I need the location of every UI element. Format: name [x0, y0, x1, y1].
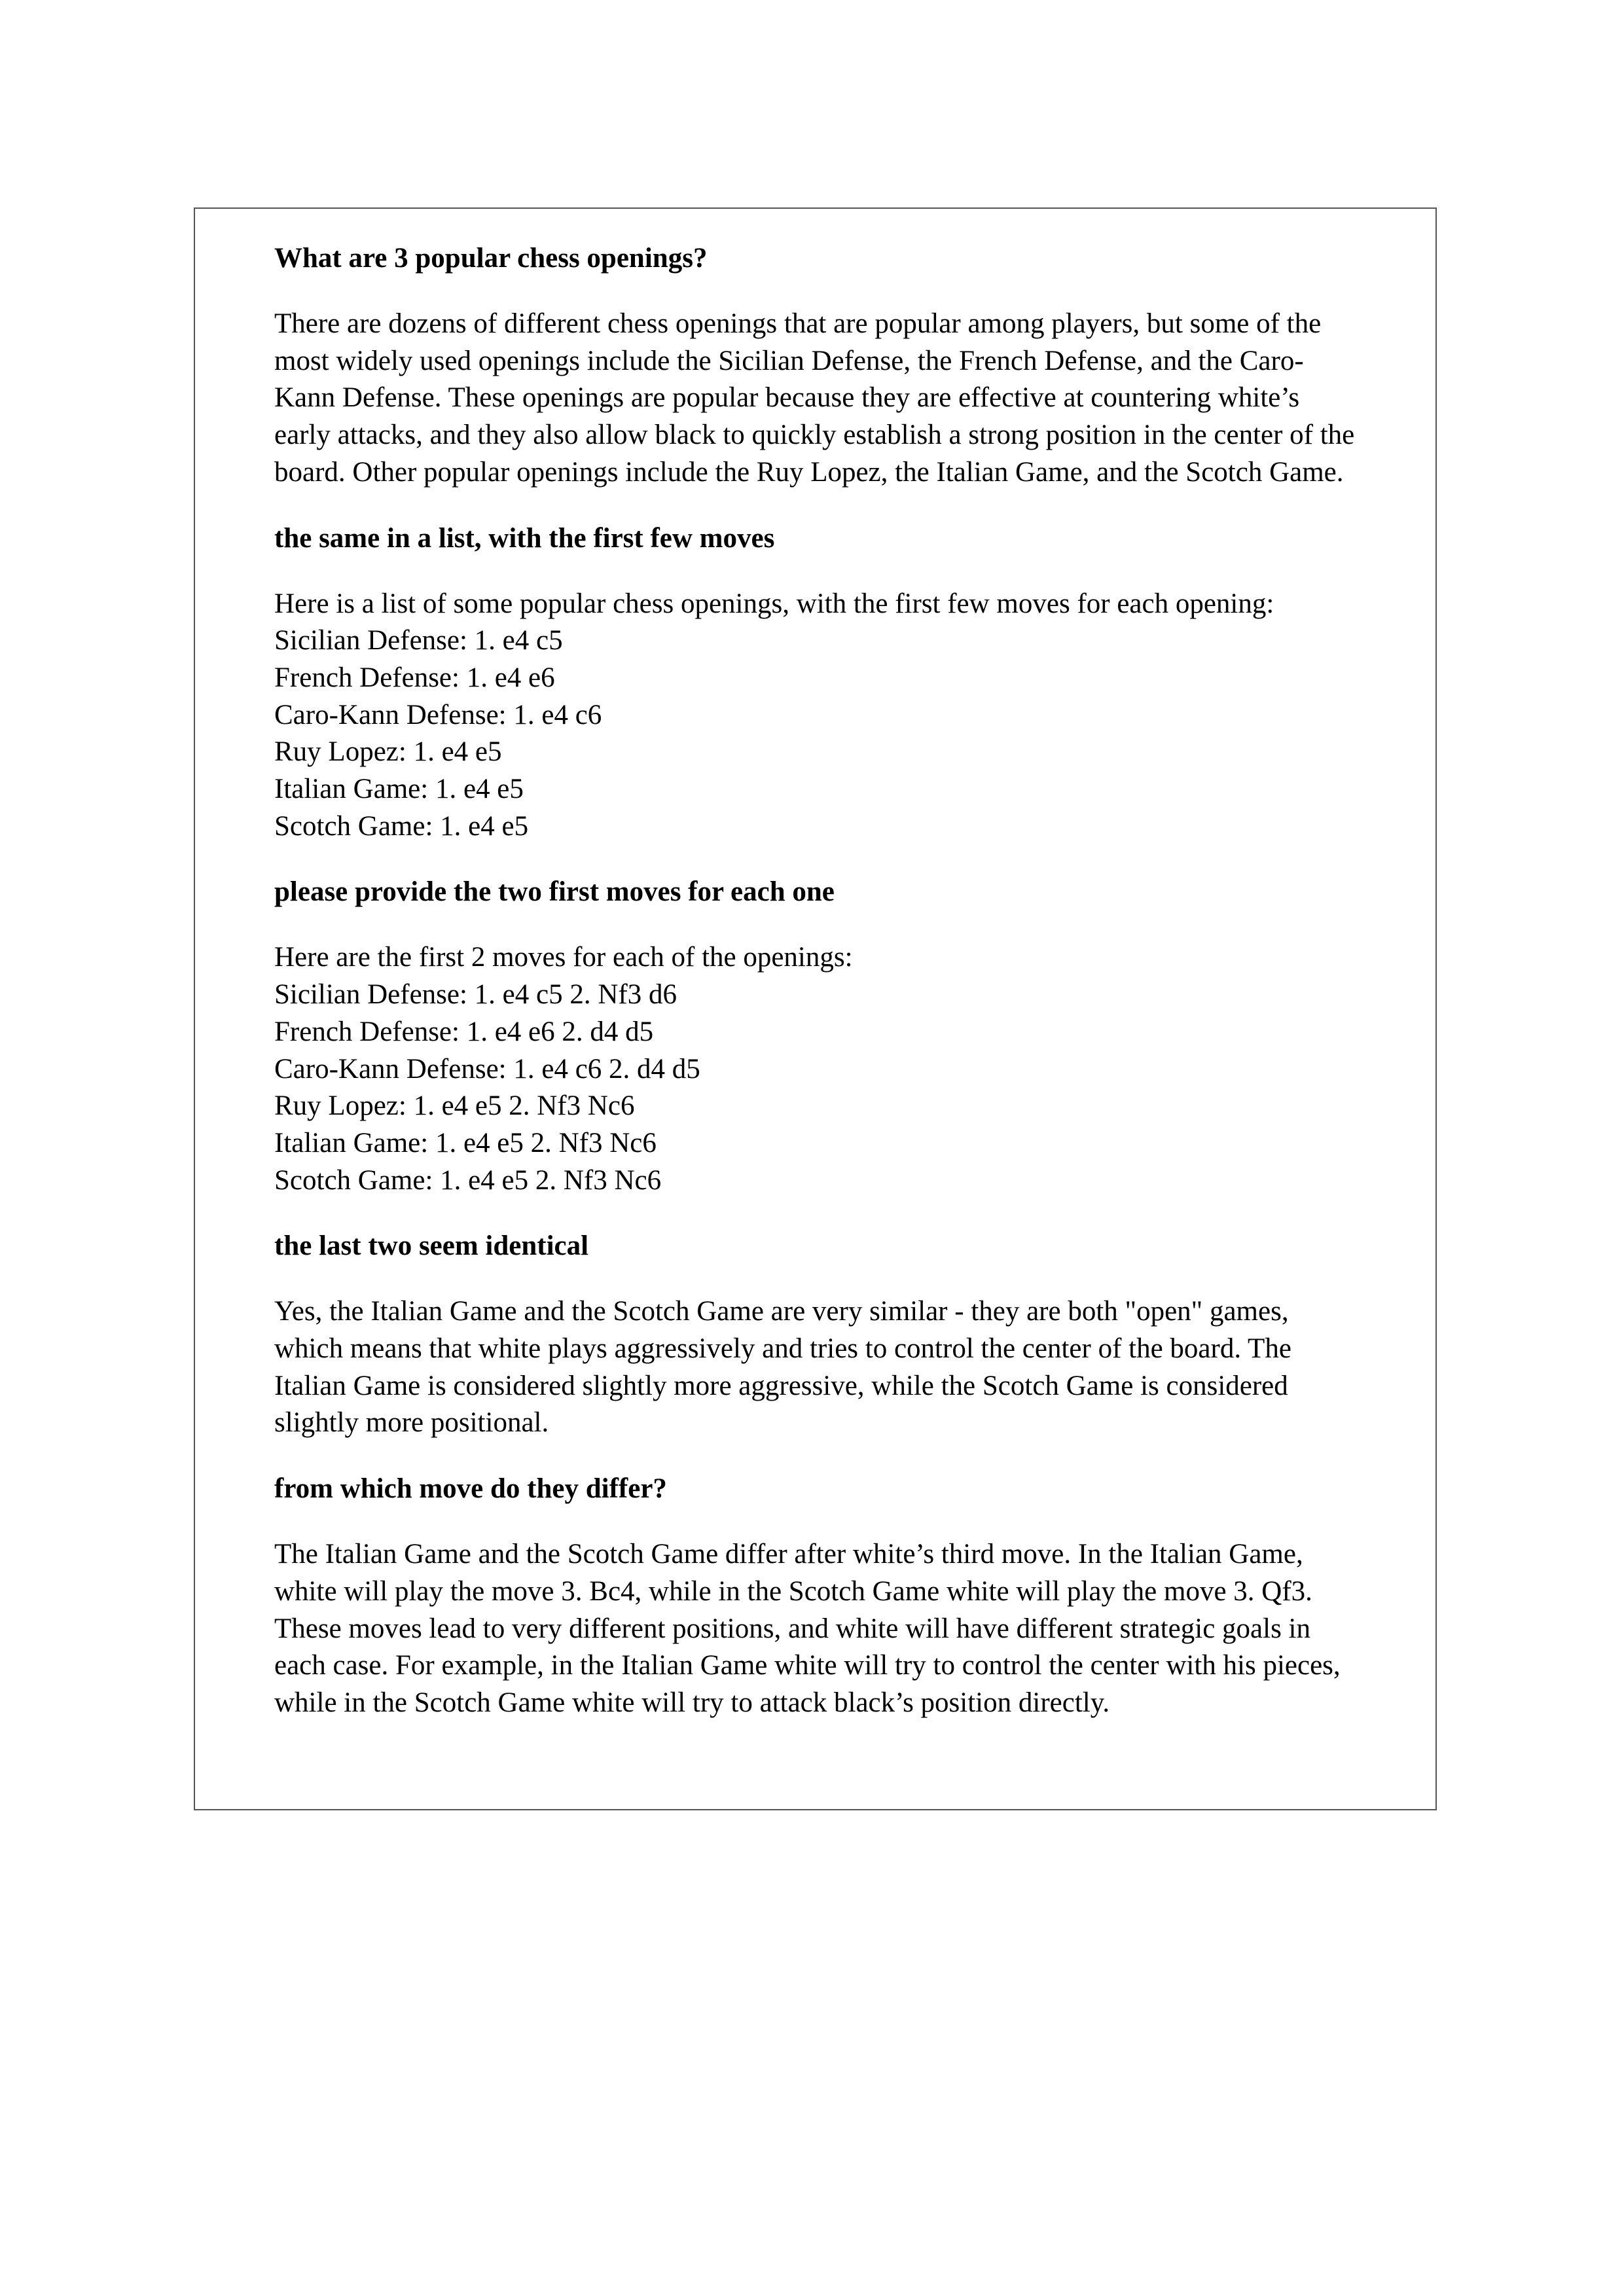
answer-line: Italian Game: 1. e4 e5	[274, 774, 524, 805]
answer-line: Here is a list of some popular chess openings, with the first few moves for each opening:	[274, 588, 1274, 619]
answer-paragraph: There are dozens of different chess openings that are popular among players, but some of the most widely used openings include the Sicilian Defense, the French Defense, and the Caro-Kann Defense. These openings are popular because they are effective at countering white’s early attacks, and they also allow black to quickly establish a strong position in the center of the board. Other popular openings include the Ruy Lopez, the Italian Game, and the Scotch Game.	[274, 308, 1355, 488]
exchange-5	[274, 1471, 1361, 1722]
answer-line: Ruy Lopez: 1. e4 e5	[274, 736, 502, 768]
answer-text	[274, 1293, 1361, 1442]
answer-line: Caro-Kann Defense: 1. e4 c6	[274, 699, 602, 730]
answer-text	[274, 1536, 1361, 1722]
question-heading: the same in a list, with the first few moves	[274, 522, 775, 554]
exchange-3	[274, 874, 1361, 1199]
answer-line: Ruy Lopez: 1. e4 e5 2. Nf3 Nc6	[274, 1090, 635, 1122]
question-heading: the last two seem identical	[274, 1230, 589, 1262]
answer-text	[274, 586, 1361, 846]
answer-paragraph: Yes, the Italian Game and the Scotch Game are very similar - they are both "open" games, which means that white plays aggressively and tries to control the center of the board. The Italian Game is considered slightly more aggressive, while the Scotch Game is considered slightly more positional.	[274, 1296, 1291, 1439]
answer-text	[274, 306, 1361, 492]
answer-line: Sicilian Defense: 1. e4 c5	[274, 625, 563, 656]
answer-line: French Defense: 1. e4 e6	[274, 662, 555, 693]
answer-line: Sicilian Defense: 1. e4 c5 2. Nf3 d6	[274, 979, 677, 1011]
answer-line: Caro-Kann Defense: 1. e4 c6 2. d4 d5	[274, 1053, 700, 1085]
answer-line: Scotch Game: 1. e4 e5 2. Nf3 Nc6	[274, 1164, 662, 1196]
question-heading: from which move do they differ?	[274, 1473, 667, 1505]
exchange-2	[274, 520, 1361, 846]
answer-line: Scotch Game: 1. e4 e5	[274, 810, 529, 842]
exchange-4	[274, 1228, 1361, 1442]
answer-line: Italian Game: 1. e4 e5 2. Nf3 Nc6	[274, 1127, 657, 1158]
conversation-body	[274, 240, 1361, 1751]
answer-text	[274, 939, 1361, 1199]
answer-line: French Defense: 1. e4 e6 2. d4 d5	[274, 1016, 654, 1047]
exchange-1	[274, 240, 1361, 492]
answer-paragraph: The Italian Game and the Scotch Game differ after white’s third move. In the Italian Game, white will play the move 3. Bc4, while in the Scotch Game white will play the move 3. Qf3. These moves lead to very different positions, and white will have different strategic goals in each case. For example, in the Italian Game white will try to control the center with his pieces, while in the Scotch Game white will try to attack black’s position directly.	[274, 1539, 1341, 1718]
question-heading: please provide the two first moves for each one	[274, 876, 835, 908]
answer-line: Here are the first 2 moves for each of the openings:	[274, 942, 853, 973]
question-heading: What are 3 popular chess openings?	[274, 243, 708, 274]
